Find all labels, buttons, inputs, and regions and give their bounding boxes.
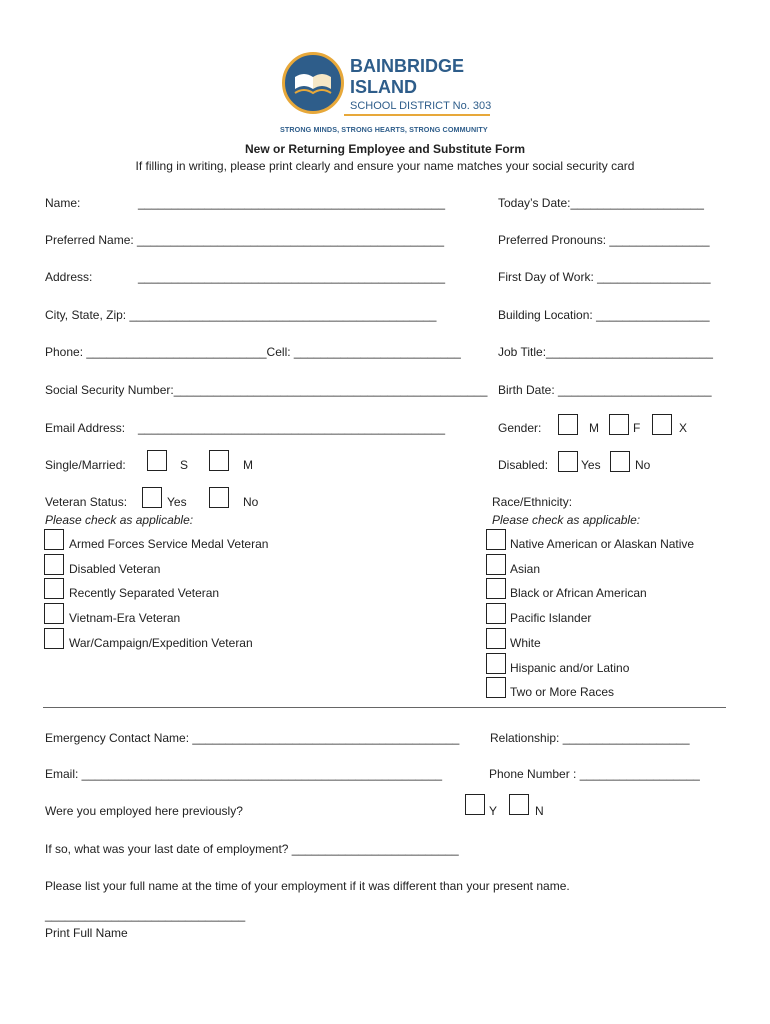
todays-date-field[interactable]: Today’s Date:____________________ [498,196,704,210]
gender-x-label: X [679,421,688,435]
race-option-checkbox[interactable] [486,628,506,649]
race-option-checkbox[interactable] [486,554,506,575]
race-option-label: Asian [510,561,541,576]
veteran-option-checkbox[interactable] [44,529,64,550]
name-label: Name: [45,196,81,210]
race-option-label: White [510,635,541,650]
birth-date-field[interactable]: Birth Date: _______________________ [498,383,712,397]
form-subtitle: If filling in writing, please print clearly and ensure your name matches your social security card [135,159,635,173]
race-option-checkbox[interactable] [486,653,506,674]
gender-m-checkbox[interactable] [558,414,578,435]
gender-f-label: F [633,421,641,435]
race-option-checkbox[interactable] [486,578,506,599]
veteran-yes-label: Yes [167,495,187,509]
section-divider [43,707,726,708]
employed-yes-checkbox[interactable] [465,794,485,815]
race-ethnicity-label: Race/Ethnicity: [492,495,573,509]
address-field[interactable]: ______________________________________________ [138,270,445,284]
district-logo-seal [282,52,344,114]
race-option-checkbox[interactable] [486,603,506,624]
veteran-option-checkbox[interactable] [44,603,64,624]
single-checkbox[interactable] [147,450,167,471]
veteran-option-checkbox[interactable] [44,578,64,599]
race-option-checkbox[interactable] [486,529,506,550]
veteran-instructions: Please check as applicable: [45,513,194,527]
relationship-field[interactable]: Relationship: ___________________ [490,731,690,745]
race-option-label: Hispanic and/or Latino [510,660,630,675]
emergency-phone-field[interactable]: Phone Number : __________________ [489,767,700,781]
employed-yes-label: Y [489,804,498,818]
veteran-no-checkbox[interactable] [209,487,229,508]
race-option-label: Native American or Alaskan Native [510,537,695,551]
gender-label: Gender: [498,421,542,435]
veteran-option-label: War/Campaign/Expedition Veteran [69,635,253,650]
employed-previously-label: Were you employed here previously? [45,804,243,818]
name-field[interactable]: ______________________________________________ [138,196,445,210]
single-married-label: Single/Married: [45,458,126,472]
open-book-icon [285,55,341,111]
veteran-option-checkbox[interactable] [44,628,64,649]
city-state-zip-field[interactable]: City, State, Zip: ______________________________________________ [45,308,437,322]
first-day-field[interactable]: First Day of Work: _________________ [498,270,711,284]
print-full-name-line[interactable]: ______________________________ [45,908,246,922]
race-option-label: Black or African American [510,586,647,601]
employed-no-checkbox[interactable] [509,794,529,815]
job-title-field[interactable]: Job Title:_________________________ [498,345,713,359]
veteran-yes-checkbox[interactable] [142,487,162,508]
married-checkbox[interactable] [209,450,229,471]
preferred-pronouns-field[interactable]: Preferred Pronouns: _______________ [498,233,710,247]
race-option-label: Two or More Races [510,685,615,700]
disabled-yes-label: Yes [581,458,601,472]
emergency-contact-name-field[interactable]: Emergency Contact Name: ________________________________________ [45,731,460,745]
veteran-option-label: Recently Separated Veteran [69,586,220,601]
building-location-field[interactable]: Building Location: _________________ [498,308,710,322]
disabled-no-label: No [635,458,651,472]
race-option-checkbox[interactable] [486,677,506,698]
previous-name-instructions: Please list your full name at the time of your employment if it was different than your present name. [45,879,570,893]
race-instructions: Please check as applicable: [492,513,641,527]
last-employment-date-field[interactable]: If so, what was your last date of employment? _________________________ [45,842,459,856]
employed-no-label: N [535,804,544,818]
logo-line2: ISLAND [350,77,417,97]
gender-m-label: M [589,421,599,435]
race-option-label: Pacific Islander [510,611,592,626]
veteran-option-label: Disabled Veteran [69,561,161,576]
veteran-option-label: Armed Forces Service Medal Veteran [69,537,269,551]
form-title: New or Returning Employee and Substitute Form [244,142,526,156]
logo-underline [344,114,490,116]
address-label: Address: [45,270,93,284]
emergency-email-field[interactable]: Email: ______________________________________________________ [45,767,443,781]
single-label: S [180,458,189,472]
print-full-name-label: Print Full Name [45,926,128,940]
disabled-no-checkbox[interactable] [610,451,630,472]
gender-f-checkbox[interactable] [609,414,629,435]
married-label: M [243,458,253,472]
disabled-label: Disabled: [498,458,549,472]
veteran-status-label: Veteran Status: [45,495,128,509]
logo-tagline: STRONG MINDS, STRONG HEARTS, STRONG COMMUNITY [280,125,488,134]
preferred-name-field[interactable]: Preferred Name: ______________________________________________ [45,233,445,247]
veteran-no-label: No [243,495,259,509]
veteran-option-checkbox[interactable] [44,554,64,575]
email-address-field[interactable]: ______________________________________________ [138,421,445,435]
logo-line3: SCHOOL DISTRICT No. 303 [350,100,492,112]
disabled-yes-checkbox[interactable] [558,451,578,472]
email-address-label: Email Address: [45,421,126,435]
gender-x-checkbox[interactable] [652,414,672,435]
veteran-option-label: Vietnam-Era Veteran [69,611,181,626]
phone-cell-field[interactable]: Phone: ___________________________Cell: _________________________ [45,345,461,359]
ssn-field[interactable]: Social Security Number:_______________________________________________ [45,383,488,397]
logo-line1: BAINBRIDGE [350,56,465,76]
